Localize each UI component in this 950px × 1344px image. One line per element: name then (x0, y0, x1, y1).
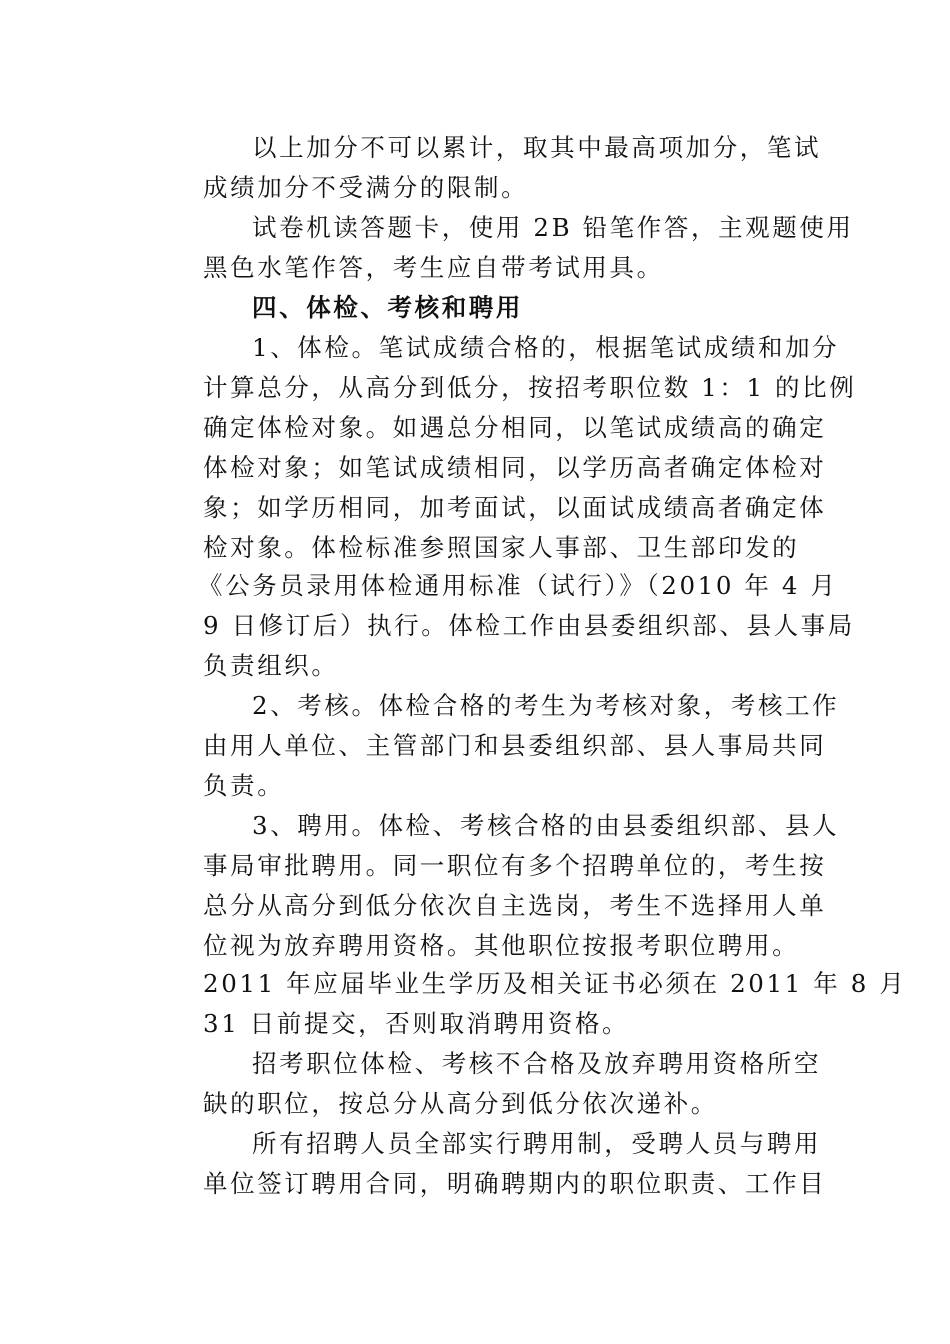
paragraph-line: 招考职位体检、考核不合格及放弃聘用资格所空 (252, 1049, 822, 1078)
paragraph-line: 负责组织。 (203, 651, 339, 680)
paragraph-line: 单位签订聘用合同，明确聘期内的职位职责、工作目 (203, 1169, 827, 1198)
paragraph-line: 缺的职位，按总分从高分到低分依次递补。 (203, 1089, 718, 1118)
paragraph-line: 2、考核。体检合格的考生为考核对象，考核工作 (252, 691, 840, 720)
paragraph-line: 象；如学历相同，加考面试，以面试成绩高者确定体 (203, 493, 827, 522)
paragraph-line: 3、聘用。体检、考核合格的由县委组织部、县人 (252, 811, 840, 840)
paragraph-line: 总分从高分到低分依次自主选岗，考生不选择用人单 (203, 891, 827, 920)
paragraph-line: 由用人单位、主管部门和县委组织部、县人事局共同 (203, 731, 827, 760)
paragraph-line: 位视为放弃聘用资格。其他职位按报考职位聘用。 (203, 931, 800, 960)
paragraph-line: 负责。 (203, 771, 285, 800)
paragraph-line: 确定体检对象。如遇总分相同，以笔试成绩高的确定 (203, 413, 827, 442)
paragraph-line: 《公务员录用体检通用标准（试行）》（2010 年 4 月 (198, 571, 838, 600)
paragraph-line: 9 日修订后）执行。体检工作由县委组织部、县人事局 (203, 611, 855, 640)
paragraph-line: 试卷机读答题卡，使用 2B 铅笔作答，主观题使用 (252, 213, 854, 242)
paragraph-line: 1、体检。笔试成绩合格的，根据笔试成绩和加分 (252, 333, 840, 362)
paragraph-line: 以上加分不可以累计，取其中最高项加分，笔试 (252, 133, 822, 162)
paragraph-line: 体检对象；如笔试成绩相同，以学历高者确定体检对 (203, 453, 827, 482)
paragraph-line: 黑色水笔作答，考生应自带考试用具。 (203, 253, 664, 282)
paragraph-line: 所有招聘人员全部实行聘用制，受聘人员与聘用 (252, 1129, 822, 1158)
paragraph-line: 2011 年应届毕业生学历及相关证书必须在 2011 年 8 月 (203, 969, 907, 998)
paragraph-line: 成绩加分不受满分的限制。 (203, 173, 529, 202)
section-heading: 四、体检、考核和聘用 (252, 293, 523, 322)
paragraph-line: 计算总分，从高分到低分，按招考职位数 1：1 的比例 (203, 373, 857, 402)
paragraph-line: 事局审批聘用。同一职位有多个招聘单位的，考生按 (203, 851, 827, 880)
paragraph-line: 31 日前提交，否则取消聘用资格。 (203, 1009, 630, 1038)
paragraph-line: 检对象。体检标准参照国家人事部、卫生部印发的 (203, 533, 800, 562)
